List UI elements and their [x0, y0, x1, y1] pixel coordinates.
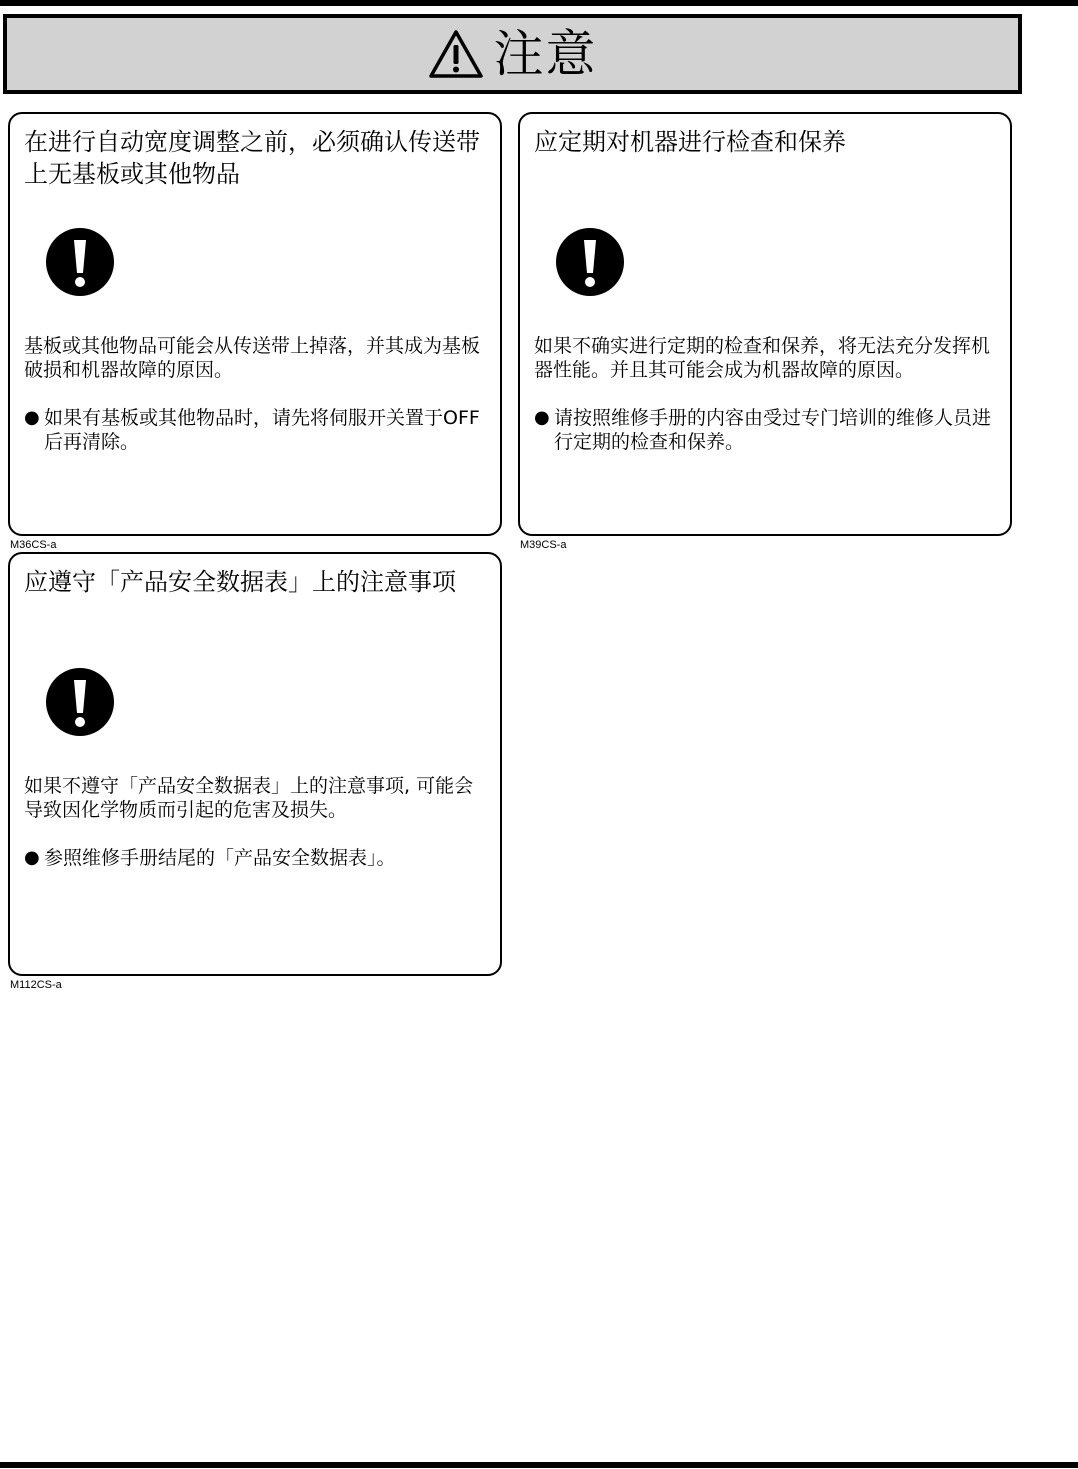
bullet-dot: ● — [24, 407, 40, 428]
instruction-text: 如果有基板或其他物品时，请先将伺服开关置于OFF后再清除。 — [44, 407, 480, 453]
warning-triangle-icon — [428, 29, 484, 79]
card-description: 如果不遵守「产品安全数据表」上的注意事项, 可能会导致因化学物质而引起的危害及损失。 — [24, 775, 474, 821]
card-code: M39CS-a — [520, 539, 567, 551]
card-title: 在进行自动宽度调整之前，必须确认传送带上无基板或其他物品 — [24, 128, 480, 188]
top-rule — [0, 0, 1078, 6]
card-code: M36CS-a — [10, 539, 57, 551]
instruction-text: 参照维修手册结尾的「产品安全数据表」。 — [44, 847, 396, 869]
card-description: 如果不确实进行定期的检查和保养，将无法充分发挥机器性能。并且其可能会成为机器故障的原因。 — [534, 335, 991, 381]
card-title: 应遵守「产品安全数据表」上的注意事项 — [24, 568, 456, 596]
mandatory-action-icon — [45, 667, 115, 737]
card-instruction — [24, 406, 492, 454]
bullet-dot: ● — [534, 407, 550, 428]
card-title: 应定期对机器进行检查和保养 — [534, 128, 846, 156]
card-instruction — [534, 406, 1002, 454]
card-instruction — [24, 846, 492, 870]
instruction-text: 请按照维修手册的内容由受过专门培训的维修人员进行定期的检查和保养。 — [554, 407, 992, 453]
bullet-dot: ● — [24, 847, 40, 868]
mandatory-action-icon — [555, 227, 625, 297]
card-code: M112CS-a — [10, 979, 62, 991]
card-description: 基板或其他物品可能会从传送带上掉落，并其成为基板破损和机器故障的原因。 — [24, 335, 481, 381]
mandatory-action-icon — [45, 227, 115, 297]
banner-title: 注意 — [493, 25, 598, 83]
caution-card-safety-data-sheet — [8, 552, 502, 976]
caution-card-auto-width — [8, 112, 502, 536]
bottom-rule — [0, 1462, 1078, 1468]
caution-banner — [3, 14, 1022, 94]
caution-card-maintenance — [518, 112, 1012, 536]
